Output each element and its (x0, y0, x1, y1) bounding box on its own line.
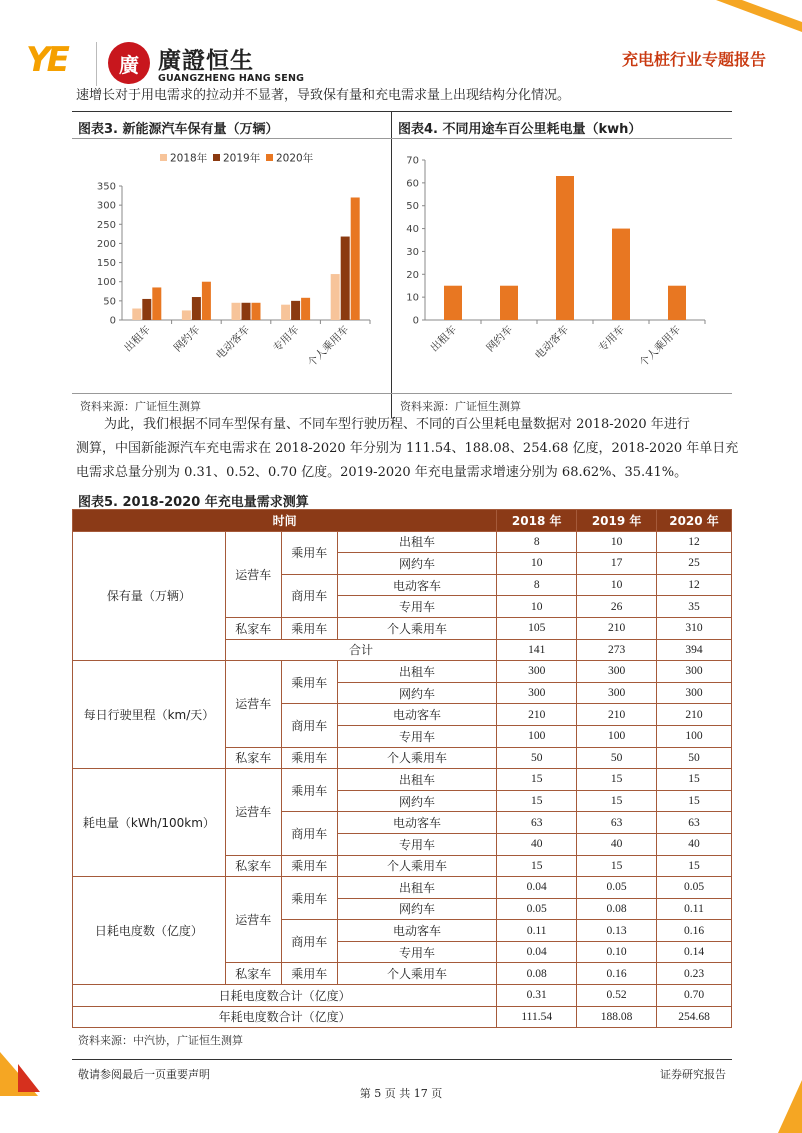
type-passenger: 乘用车 (281, 531, 337, 574)
figure4-title: 图表4. 不同用途车百公里耗电量（kwh） (398, 122, 642, 137)
cell: 0.05 (497, 898, 577, 920)
cell: 300 (497, 682, 577, 704)
vehicle-ride-hailing: 网约车 (337, 898, 497, 920)
cell: 0.13 (577, 920, 657, 942)
cell: 105 (497, 617, 577, 639)
bar (192, 297, 201, 320)
cell: 15 (577, 790, 657, 812)
bar (142, 299, 151, 320)
cell: 310 (657, 617, 732, 639)
cell: 17 (577, 553, 657, 575)
bar (202, 282, 211, 320)
type-passenger: 乘用车 (281, 661, 337, 704)
body-line-3: 电需求总量分别为 0.31、0.52、0.70 亿度。2019-2020 年充电量需求增速分别为 68.62%、35.41%。 (76, 465, 688, 480)
cell: 0.11 (497, 920, 577, 942)
bar (612, 229, 630, 320)
corner-decoration-br (778, 1080, 802, 1133)
y-tick-label: 200 (96, 238, 116, 250)
cell: 0.31 (497, 985, 577, 1007)
table-source: 资料来源：中汽协，广证恒生测算 (78, 1034, 243, 1047)
company-seal-icon: 廣 (108, 42, 150, 84)
cell: 0.05 (577, 877, 657, 899)
bar (331, 274, 340, 320)
company-name-en: GUANGZHENG HANG SENG (158, 73, 305, 84)
cat-operating: 运营车 (225, 661, 281, 747)
y-tick-label: 40 (406, 224, 419, 236)
y-tick-label: 10 (406, 292, 419, 304)
cell: 0.70 (657, 985, 732, 1007)
y-tick-label: 0 (412, 315, 419, 327)
cell: 15 (497, 855, 577, 877)
x-tick-label: 个人乘用车 (305, 323, 352, 370)
cell: 100 (497, 725, 577, 747)
chart-vehicle-holdings (72, 140, 390, 392)
company-logo-mark: YE (26, 40, 66, 80)
legend-swatch (160, 154, 167, 161)
legend-label: 2018年 (170, 152, 208, 165)
header-time: 时间 (73, 510, 497, 532)
vehicle-taxi: 出租车 (337, 769, 497, 791)
cell: 210 (657, 704, 732, 726)
cell: 8 (497, 531, 577, 553)
vehicle-taxi: 出租车 (337, 661, 497, 683)
cell: 50 (657, 747, 732, 769)
cell: 0.08 (577, 898, 657, 920)
legend-swatch (266, 154, 273, 161)
type-commercial: 商用车 (281, 704, 337, 747)
cell: 15 (497, 769, 577, 791)
cell: 210 (577, 617, 657, 639)
bar (242, 303, 251, 320)
vehicle-special: 专用车 (337, 833, 497, 855)
vehicle-personal: 个人乘用车 (337, 617, 497, 639)
y-tick-label: 50 (406, 201, 419, 213)
vehicle-e-bus: 电动客车 (337, 920, 497, 942)
vehicle-e-bus: 电动客车 (337, 812, 497, 834)
cell: 15 (577, 769, 657, 791)
bar (668, 286, 686, 320)
y-tick-label: 150 (96, 258, 116, 270)
cell: 141 (497, 639, 577, 661)
type-commercial: 商用车 (281, 574, 337, 617)
bar (556, 176, 574, 320)
report-title: 充电桩行业专题报告 (621, 50, 766, 69)
table-row (73, 1006, 732, 1028)
bar (500, 286, 518, 320)
cell: 8 (497, 574, 577, 596)
figure3-source: 资料来源：广证恒生测算 (80, 400, 201, 413)
bar (281, 305, 290, 320)
vehicle-special: 专用车 (337, 941, 497, 963)
table-header-row (73, 510, 732, 532)
legend-label: 2019年 (223, 152, 261, 165)
y-tick-label: 70 (406, 155, 419, 167)
vehicle-special: 专用车 (337, 596, 497, 618)
cell: 12 (657, 531, 732, 553)
bar (152, 287, 161, 320)
type-passenger: 乘用车 (281, 877, 337, 920)
chart-power-consumption (393, 140, 731, 392)
daily-total-label: 日耗电度数合计（亿度） (73, 985, 497, 1007)
bar (301, 298, 310, 320)
y-tick-label: 20 (406, 269, 419, 281)
cell: 0.14 (657, 941, 732, 963)
logo-separator (96, 42, 97, 86)
cell: 15 (657, 855, 732, 877)
body-line-2: 测算，中国新能源汽车充电需求在 2018-2020 年分别为 111.54、188.08、254.68 亿度，2018-2020 年单日充 (76, 441, 739, 456)
x-tick-label: 网约车 (484, 323, 516, 355)
bar (232, 303, 241, 320)
y-tick-label: 250 (96, 219, 116, 231)
group-consumption: 耗电量（kWh/100km） (73, 769, 226, 877)
cell: 10 (577, 574, 657, 596)
cell: 300 (657, 661, 732, 683)
cell: 0.08 (497, 963, 577, 985)
group-holdings: 保有量（万辆） (73, 531, 226, 661)
cell: 210 (497, 704, 577, 726)
figure-top-rule (72, 111, 732, 112)
cell: 63 (657, 812, 732, 834)
cell: 15 (657, 769, 732, 791)
bar (132, 309, 141, 320)
y-tick-label: 30 (406, 246, 419, 258)
corner-decoration-inner (742, 0, 802, 22)
cell: 63 (497, 812, 577, 834)
type-commercial: 商用车 (281, 812, 337, 855)
cat-private: 私家车 (225, 747, 281, 769)
type-commercial: 商用车 (281, 920, 337, 963)
cell: 300 (577, 661, 657, 683)
vehicle-ride-hailing: 网约车 (337, 682, 497, 704)
cell: 0.23 (657, 963, 732, 985)
vehicle-e-bus: 电动客车 (337, 574, 497, 596)
vehicle-ride-hailing: 网约车 (337, 553, 497, 575)
header-2020: 2020 年 (657, 510, 732, 532)
total-label: 合计 (225, 639, 496, 661)
cell: 273 (577, 639, 657, 661)
cell: 300 (497, 661, 577, 683)
page-number: 第 5 页 共 17 页 (359, 1087, 443, 1100)
table-title: 图表5. 2018-2020 年充电量需求测算 (78, 495, 309, 510)
cell: 26 (577, 596, 657, 618)
cat-private: 私家车 (225, 963, 281, 985)
x-tick-label: 电动客车 (213, 323, 253, 362)
table-row (73, 531, 732, 553)
y-tick-label: 350 (96, 181, 116, 193)
footer-report-type: 证券研究报告 (660, 1068, 726, 1081)
legend-swatch (213, 154, 220, 161)
group-daily-mileage: 每日行驶里程（km/天） (73, 661, 226, 769)
table-row (73, 985, 732, 1007)
cell: 50 (577, 747, 657, 769)
cell: 0.04 (497, 877, 577, 899)
figure4-source: 资料来源：广证恒生测算 (400, 400, 521, 413)
cell: 0.16 (577, 963, 657, 985)
table-row (73, 877, 732, 899)
cell: 0.11 (657, 898, 732, 920)
cell: 12 (657, 574, 732, 596)
x-tick-label: 出租车 (428, 323, 460, 355)
cat-private: 私家车 (225, 855, 281, 877)
cell: 10 (497, 596, 577, 618)
type-passenger: 乘用车 (281, 747, 337, 769)
cell: 40 (577, 833, 657, 855)
cell: 300 (577, 682, 657, 704)
header-2019: 2019 年 (577, 510, 657, 532)
y-tick-label: 60 (406, 178, 419, 190)
x-tick-label: 电动客车 (532, 323, 572, 362)
cell: 100 (577, 725, 657, 747)
figure-divider (391, 111, 392, 418)
cell: 0.52 (577, 985, 657, 1007)
x-tick-label: 网约车 (171, 323, 203, 355)
y-tick-label: 50 (103, 296, 116, 308)
x-tick-label: 专用车 (270, 323, 302, 355)
figure3-title: 图表3. 新能源汽车保有量（万辆） (78, 122, 279, 137)
cell: 111.54 (497, 1006, 577, 1028)
company-name-cn: 廣證恒生 (158, 48, 254, 74)
cat-private: 私家车 (225, 617, 281, 639)
cell: 40 (497, 833, 577, 855)
cell: 394 (657, 639, 732, 661)
cell: 10 (577, 531, 657, 553)
corner-decoration-bl-red (18, 1064, 40, 1092)
cell: 254.68 (657, 1006, 732, 1028)
bar (291, 301, 300, 320)
cat-operating: 运营车 (225, 769, 281, 855)
cat-operating: 运营车 (225, 877, 281, 963)
y-tick-label: 100 (96, 277, 116, 289)
bar (182, 310, 191, 320)
cat-operating: 运营车 (225, 531, 281, 617)
y-tick-label: 300 (96, 200, 116, 212)
y-tick-label: 0 (109, 315, 116, 327)
vehicle-ride-hailing: 网约车 (337, 790, 497, 812)
cell: 188.08 (577, 1006, 657, 1028)
cell: 0.05 (657, 877, 732, 899)
figure-title-rule (72, 138, 732, 139)
bar (351, 197, 360, 320)
footer-rule (72, 1059, 732, 1060)
cell: 0.10 (577, 941, 657, 963)
type-passenger: 乘用车 (281, 617, 337, 639)
figure-bottom-rule (72, 393, 732, 394)
vehicle-special: 专用车 (337, 725, 497, 747)
cell: 63 (577, 812, 657, 834)
type-passenger: 乘用车 (281, 769, 337, 812)
vehicle-personal: 个人乘用车 (337, 855, 497, 877)
vehicle-personal: 个人乘用车 (337, 963, 497, 985)
vehicle-personal: 个人乘用车 (337, 747, 497, 769)
table-row (73, 661, 732, 683)
cell: 0.04 (497, 941, 577, 963)
type-passenger: 乘用车 (281, 963, 337, 985)
cell: 15 (657, 790, 732, 812)
type-passenger: 乘用车 (281, 855, 337, 877)
cell: 35 (657, 596, 732, 618)
bar (444, 286, 462, 320)
vehicle-taxi: 出租车 (337, 877, 497, 899)
cell: 15 (497, 790, 577, 812)
cell: 40 (657, 833, 732, 855)
annual-total-label: 年耗电度数合计（亿度） (73, 1006, 497, 1028)
cell: 210 (577, 704, 657, 726)
cell: 50 (497, 747, 577, 769)
group-daily-kwh: 日耗电度数（亿度） (73, 877, 226, 985)
cell: 25 (657, 553, 732, 575)
cell: 300 (657, 682, 732, 704)
intro-text: 速增长对于用电需求的拉动并不显著，导致保有量和充电需求量上出现结构分化情况。 (76, 88, 571, 103)
bar (341, 237, 350, 320)
x-tick-label: 个人乘用车 (637, 323, 684, 370)
table-row (73, 769, 732, 791)
charging-demand-table (72, 509, 732, 1028)
header-2018: 2018 年 (497, 510, 577, 532)
footer-disclaimer: 敬请参阅最后一页重要声明 (78, 1068, 210, 1081)
vehicle-e-bus: 电动客车 (337, 704, 497, 726)
cell: 100 (657, 725, 732, 747)
legend-label: 2020年 (276, 152, 314, 165)
cell: 0.16 (657, 920, 732, 942)
cell: 10 (497, 553, 577, 575)
cell: 15 (577, 855, 657, 877)
body-line-1: 为此，我们根据不同车型保有量、不同车型行驶历程、不同的百公里耗电量数据对 2018-2020 年进行 (104, 417, 690, 432)
x-tick-label: 出租车 (122, 323, 153, 355)
bar (252, 303, 261, 320)
x-tick-label: 专用车 (596, 323, 628, 355)
vehicle-taxi: 出租车 (337, 531, 497, 553)
